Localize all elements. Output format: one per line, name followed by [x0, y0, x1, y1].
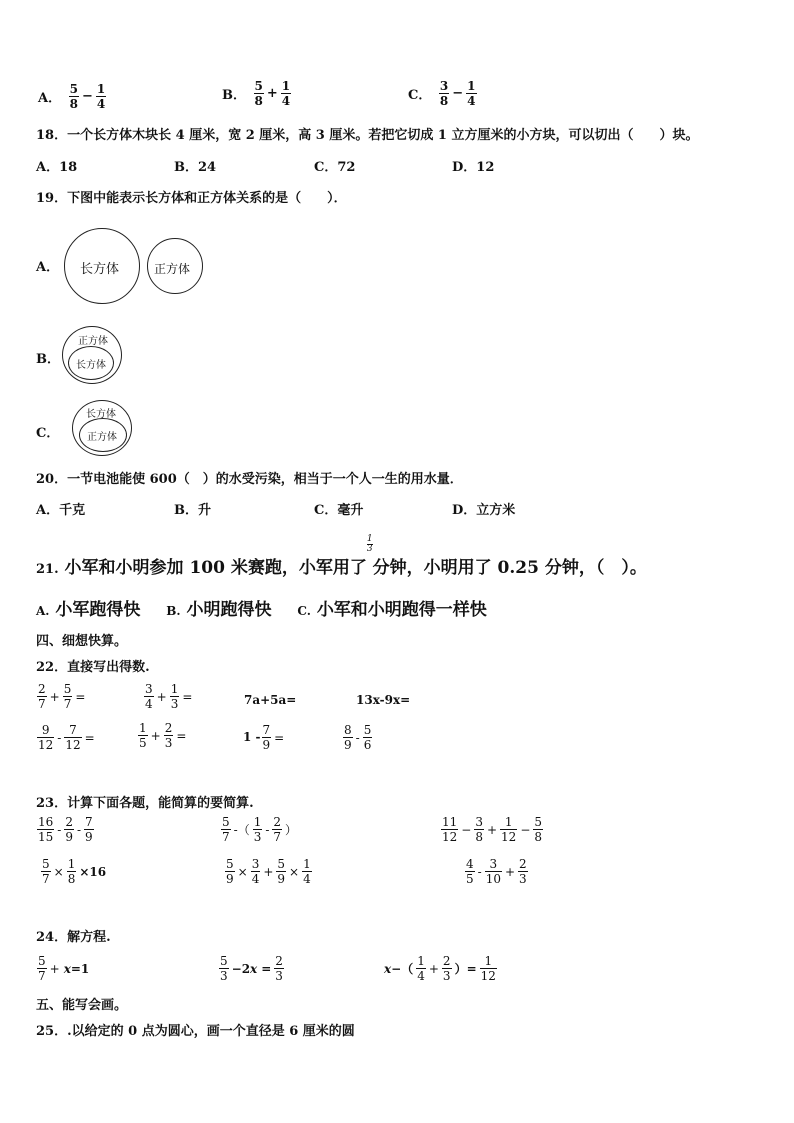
fraction: $\frac{1}{3}$ [366, 534, 373, 554]
stem-text: 分钟，小明用了 0.25 分钟，（ ）。 [372, 558, 647, 578]
option-label: A． [38, 91, 62, 106]
question-number: 21. [36, 562, 59, 577]
fraction: $\frac{5}{8}$ [69, 82, 78, 111]
fraction: $\frac{3}{8}$ [439, 79, 449, 108]
option-label: C． [408, 88, 432, 103]
q23-expr-2: $\frac{5}{7}$ -（ $\frac{1}{3}$ - $\frac{2}{7}$ ） [222, 815, 298, 844]
q24-equation-1: $\frac{5}{7}$ + x=1 [38, 954, 90, 983]
q20-option-c: C．毫升 [314, 503, 364, 518]
q17-option-a: A． $\frac{5}{8}$ − $\frac{1}{4}$ [38, 82, 106, 111]
fraction: $\frac{1}{4}$ [96, 82, 106, 111]
q19-stem: 19．下图中能表示长方体和正方体关系的是（ ）． [36, 191, 347, 206]
q24-equation-3: x−（ $\frac{1}{4}$ + $\frac{2}{3}$ ）= $\frac{1}{12}$ [384, 954, 496, 983]
q24-stem: 24．解方程. [36, 930, 111, 945]
q18-stem: 18．一个长方体木块长 4 厘米，宽 2 厘米，高 3 厘米。若把它切成 1 立方厘米的小方块，可以切出（ ）块。 [36, 128, 699, 143]
q18-option-b: B．24 [174, 160, 217, 175]
q22-expr-1: $\frac{2}{7}$ + $\frac{5}{7}$ = [38, 682, 86, 711]
q22-expr-7: 1 - $\frac{7}{9}$ = [243, 723, 285, 752]
q22-expr-6: $\frac{1}{5}$ + $\frac{2}{3}$ = [139, 721, 187, 750]
q23-expr-5: $\frac{5}{9}$ × $\frac{3}{4}$ + $\frac{5}{9}$ × $\frac{1}{4}$ [226, 857, 311, 886]
cuboid-label: 长方体 [80, 262, 120, 277]
q18-option-a: A．18 [36, 160, 78, 175]
q24-equation-2: $\frac{5}{3}$ −2x = $\frac{2}{3}$ [220, 954, 283, 983]
q23-expr-6: $\frac{4}{5}$ - $\frac{3}{10}$ + $\frac{2}{3}$ [466, 857, 527, 886]
cube-label: 正方体 [154, 262, 191, 276]
cuboid-label: 长方体 [76, 360, 106, 371]
q19-option-b-label: B． [36, 352, 60, 367]
q19-option-a-label: A． [36, 260, 60, 275]
q23-expr-1: $\frac{16}{15}$ - $\frac{2}{9}$ - $\frac{7}{9}$ [38, 815, 93, 844]
q17-option-c: C． $\frac{3}{8}$ − $\frac{1}{4}$ [408, 79, 476, 108]
q22-stem: 22．直接写出得数. [36, 660, 150, 675]
cube-label: 正方体 [78, 336, 108, 347]
fraction: $\frac{5}{8}$ [254, 79, 263, 108]
q20-option-b: B．升 [174, 503, 211, 518]
q23-stem: 23．计算下面各题，能简算的要简算. [36, 796, 254, 811]
q20-option-a: A．千克 [36, 503, 86, 518]
q25-stem: 25．.以给定的 0 点为圆心，画一个直径是 6 厘米的圆 [36, 1024, 355, 1039]
q23-expr-3: $\frac{11}{12}$ − $\frac{3}{8}$ + $\frac{1}{12}$ − $\frac{5}{8}$ [442, 815, 543, 844]
q21-options: A. 小军跑得快 B. 小明跑得快 C. 小军和小明跑得一样快 [36, 600, 487, 620]
q19-option-c-label: C． [36, 426, 60, 441]
cuboid-label: 长方体 [86, 409, 116, 420]
q22-expr-5: $\frac{9}{12}$ - $\frac{7}{12}$ = [38, 723, 95, 752]
section-4-heading: 四、细想快算。 [36, 634, 128, 649]
q18-option-d: D．12 [452, 160, 495, 175]
option-label: B． [222, 88, 246, 103]
q22-expr-8: $\frac{8}{9}$ - $\frac{5}{6}$ [344, 723, 372, 752]
q23-expr-4: $\frac{5}{7}$ × $\frac{1}{8}$ ×16 [42, 857, 107, 886]
q22-expr-4: 13x-9x= [356, 693, 411, 707]
q20-stem: 20．一节电池能使 600（ ）的水受污染，相当于一个人一生的用水量． [36, 472, 463, 487]
cube-label: 正方体 [87, 432, 117, 443]
section-5-heading: 五、能写会画。 [36, 998, 128, 1013]
q18-option-c: C．72 [314, 160, 356, 175]
q20-option-d: D．立方米 [452, 503, 516, 518]
q22-expr-2: $\frac{3}{4}$ + $\frac{1}{3}$ = [145, 682, 193, 711]
q22-expr-3: 7a+5a= [244, 693, 297, 707]
q17-option-b: B． $\frac{5}{8}$ + $\frac{1}{4}$ [222, 79, 291, 108]
stem-text: 小军和小明参加 100 米赛跑，小军用了 [64, 558, 367, 578]
fraction: $\frac{1}{4}$ [281, 79, 291, 108]
q21-stem [36, 534, 647, 578]
fraction: $\frac{1}{4}$ [467, 79, 476, 108]
